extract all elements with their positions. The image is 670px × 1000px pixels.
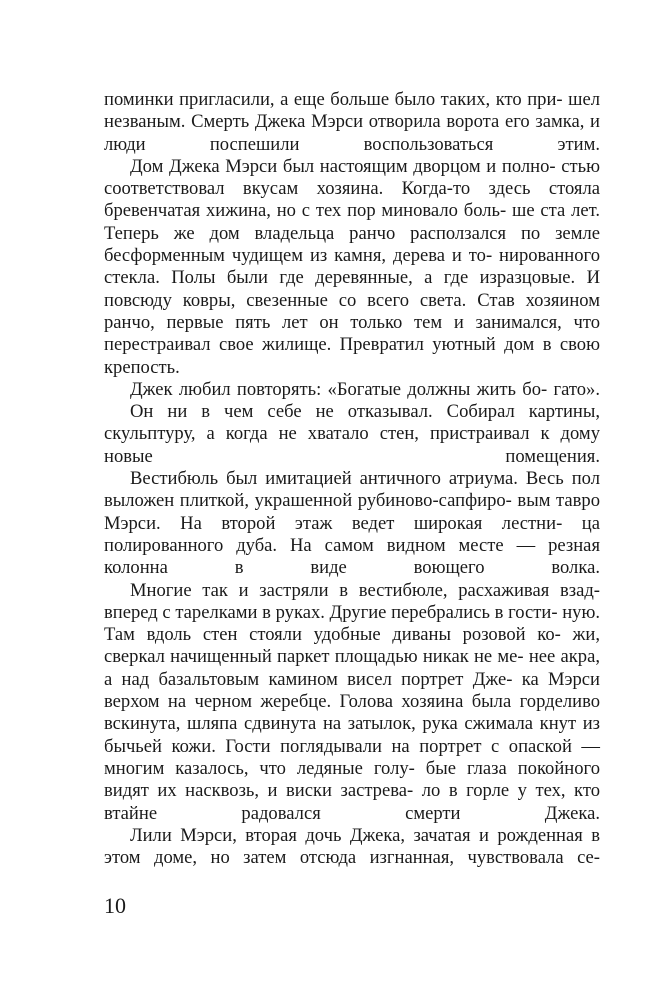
paragraph-6: Многие так и застряли в вестибюле, расхаживая взад- вперед с тарелками в руках. Другие перебрались в гости- ную. Там вдоль стен стояли удобные диваны розовой ко- жи, сверкал начищенный паркет площадью никак не ме- нее акра, а над базальтовым камином висел портрет Дже- ка Мэрси верхом на черном жеребце. Голова хозяина была горделиво вскинута, шляпа сдвинута на затылок, рука сжимала кнут из бычьей кожи. Гости поглядывали на портрет с опаской — многим казалось, что ледяные голу- бые глаза покойного видят их насквозь, и виски застрева- ло в горле у тех, кто втайне радовался смерти Джека. xyxy=(104,579,601,824)
paragraph-1: поминки пригласили, а еще больше было таких, кто при- шел незваным. Смерть Джека Мэрси отворила ворота его замка, и люди поспешили воспользоваться этим. xyxy=(104,89,600,155)
paragraph-4: Он ни в чем себе не отказывал. Собирал картины, скульптуру, а когда не хватало стен, пристраивал к дому новые помещения. xyxy=(104,401,600,467)
paragraph-3: Джек любил повторять: «Богатые должны жить бо- гато». xyxy=(130,378,600,400)
paragraph-5: Вестибюль был имитацией античного атриума. Весь пол выложен плиткой, украшенной рубиново-сапфиро- вым тавро Мэрси. На второй этаж ведет широкая лестни- ца полированного дуба. На самом видном месте — резная колонна в виде воющего волка. xyxy=(104,468,600,579)
page-number: 10 xyxy=(104,893,126,918)
body-text xyxy=(104,89,600,869)
paragraph-2: Дом Джека Мэрси был настоящим дворцом и полно- стью соответствовал вкусам хозяина. Когда-то здесь стояла бревенчатая хижина, но с тех пор миновало боль- ше ста лет. Теперь же дом владельца ранчо расползался по земле бесформенным чудищем из камня, дерева и то- нированного стекла. Полы были где деревянные, а где изразцовые. И повсюду ковры, свезенные со всего света. Став хозяином ранчо, первые пять лет он только тем и занимался, что перестраивал свое жилище. Превратил уютный дом в свою крепость. xyxy=(104,155,601,378)
paragraph-7: Лили Мэрси, вторая дочь Джека, зачатая и рожденная в этом доме, но затем отсюда изгнанная, чувствовала се- xyxy=(104,824,600,869)
